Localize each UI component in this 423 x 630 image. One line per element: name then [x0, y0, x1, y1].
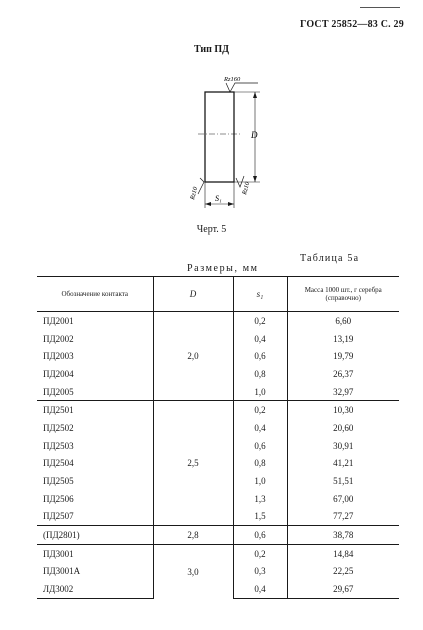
s1-cell: 0,2	[233, 544, 287, 562]
s1-cell: 0,8	[233, 455, 287, 473]
designation-cell: ПД2005	[43, 386, 74, 397]
designation-cell: ПД3001А	[43, 566, 81, 577]
mass-cell: 29,67	[287, 580, 399, 598]
mass-cell: 38,78	[287, 526, 399, 545]
s1-cell: 0,3	[233, 563, 287, 581]
mass-cell: 14,84	[287, 544, 399, 562]
s1-cell: 1,3	[233, 490, 287, 508]
designation-cell: ПД2004	[43, 368, 74, 379]
mass-cell: 13,19	[287, 330, 399, 348]
dimensions-table	[37, 276, 399, 599]
s1-cell: 0,8	[233, 365, 287, 383]
s1-cell: 1,0	[233, 472, 287, 490]
table-row	[37, 526, 399, 545]
s1-cell: 0,6	[233, 347, 287, 365]
roughness-symbol	[198, 178, 204, 194]
mass-cell: 6,60	[287, 312, 399, 330]
s1-cell: 0,4	[233, 419, 287, 437]
mass-cell: 67,00	[287, 490, 399, 508]
designation-cell: ПД2003	[43, 351, 74, 362]
table-row	[37, 312, 399, 330]
mass-cell: 10,30	[287, 401, 399, 419]
s1-cell: 1,0	[233, 383, 287, 401]
designation-cell: ПД2507	[43, 511, 74, 522]
table-header-row	[37, 277, 399, 312]
s1-cell: 0,4	[233, 580, 287, 598]
contact-drawing	[180, 68, 270, 218]
table-row	[37, 544, 399, 562]
designation-cell: ПД2502	[43, 422, 74, 433]
arrow	[253, 92, 257, 98]
d-group-cell: 2,5	[153, 401, 233, 526]
mass-header: Масса 1000 шт., г серебра (справочно)	[287, 277, 399, 312]
contact-profile	[205, 92, 234, 182]
designation-cell: (ПД2801)	[37, 526, 153, 545]
mass-cell: 32,97	[287, 383, 399, 401]
figure-type-title: Тип ПД	[193, 44, 230, 55]
roughness-right-label: Rz10	[241, 181, 252, 196]
s1-cell: 0,2	[233, 312, 287, 330]
mass-cell: 41,21	[287, 455, 399, 473]
designation-cell: ПД3001	[37, 544, 153, 562]
mass-cell: 22,25	[287, 563, 399, 581]
arrow	[253, 176, 257, 182]
d-header: D	[153, 277, 233, 312]
d-group-cell: 2,0	[153, 312, 233, 401]
figure-caption: Черт. 5	[196, 224, 227, 235]
roughness-symbol	[226, 83, 258, 92]
page-header: ГОСТ 25852—83 С. 29	[300, 19, 404, 30]
mass-cell: 30,91	[287, 437, 399, 455]
mass-cell: 51,51	[287, 472, 399, 490]
dimension-s-label: S₁	[215, 194, 222, 203]
designation-cell: ПД2001	[43, 315, 74, 326]
s1-header: s₁	[233, 277, 287, 312]
designation-cell: ПД2503	[43, 440, 74, 451]
s1-cell: 0,4	[233, 330, 287, 348]
s1-cell: 0,2	[233, 401, 287, 419]
mass-cell: 20,60	[287, 419, 399, 437]
s1-cell: 0,6	[233, 437, 287, 455]
designation-cell: ПД2504	[43, 458, 74, 469]
designation-cell: ЛД3002	[37, 580, 153, 598]
table-title: Размеры, мм	[187, 263, 259, 274]
d-group-cell: 2,8	[153, 526, 233, 545]
designation-cell: ПД2501	[37, 401, 153, 419]
mass-cell: 77,27	[287, 508, 399, 526]
roughness-left-label: Rz10	[189, 186, 200, 201]
mass-cell: 26,37	[287, 365, 399, 383]
roughness-top-label: Rz160	[224, 76, 241, 83]
d-group-cell: 3,0	[153, 544, 233, 598]
arrow	[205, 202, 211, 206]
table-row	[37, 401, 399, 419]
designation-cell: ПД2506	[43, 493, 74, 504]
designation-header: Обозначение контакта	[37, 277, 153, 312]
arrow	[228, 202, 234, 206]
designation-cell: ПД2002	[43, 333, 74, 344]
top-rule	[360, 7, 400, 8]
table-label: Таблица 5а	[300, 253, 360, 264]
dimension-d-label: D	[251, 130, 258, 140]
s1-cell: 0,6	[233, 526, 287, 545]
designation-cell: ПД2505	[43, 476, 74, 487]
mass-cell: 19,79	[287, 347, 399, 365]
s1-cell: 1,5	[233, 508, 287, 526]
